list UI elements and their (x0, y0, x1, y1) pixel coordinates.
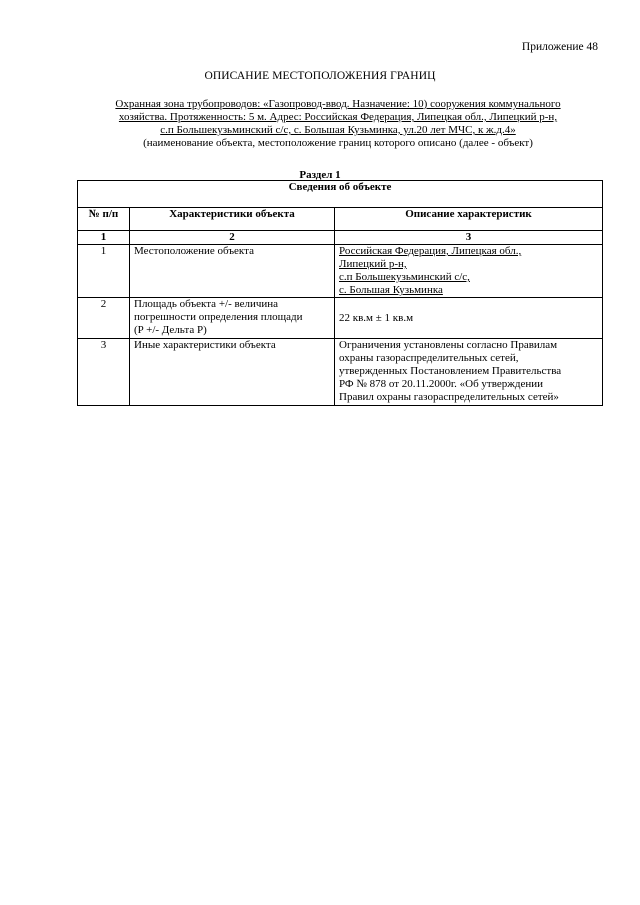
object-name-line-1: Охранная зона трубопроводов: «Газопровод-ввод. Назначение: 10) сооружения коммунального (115, 98, 561, 110)
row-number: 2 (78, 298, 130, 339)
document-title: ОПИСАНИЕ МЕСТОПОЛОЖЕНИЯ ГРАНИЦ (204, 70, 436, 82)
object-name-line-3: с.п Большекузьминский с/с, с. Большая Кузьминка, ул.20 лет МЧС, к ж.д.4» (160, 124, 516, 136)
column-header-number: № п/п (78, 208, 130, 231)
object-name-line-2: хозяйства. Протяженность: 5 м. Адрес: Российская Федерация, Липецкая обл., Липецкий р-н, (118, 111, 558, 123)
object-name-block (84, 98, 592, 150)
table-header-row (78, 208, 603, 231)
row-description (335, 245, 603, 298)
characteristic-line: Площадь объекта +/- величина (134, 298, 279, 310)
description-line: Российская Федерация, Липецкая обл., (339, 245, 522, 257)
description-line: Ограничения установлены согласно Правилам (339, 339, 558, 351)
row-characteristic: Иные характеристики объекта (130, 339, 335, 406)
row-description (335, 339, 603, 406)
table-row (78, 339, 603, 406)
column-number-1: 1 (78, 231, 130, 245)
characteristic-line: погрешности определения площади (134, 311, 303, 323)
description-line: Правил охраны газораспределительных сетей» (339, 391, 559, 403)
column-number-3: 3 (335, 231, 603, 245)
column-number-2: 2 (130, 231, 335, 245)
row-characteristic: Местоположение объекта (130, 245, 335, 298)
description-line: охраны газораспределительных сетей, (339, 352, 519, 364)
table-row (78, 298, 603, 339)
table-title-row (78, 181, 603, 208)
table-column-number-row (78, 231, 603, 245)
appendix-label: Приложение 48 (521, 41, 598, 53)
object-name-caption: (наименование объекта, местоположение границ которого описано (далее - объект) (143, 137, 533, 149)
object-info-table (77, 180, 603, 406)
description-line: утвержденных Постановлением Правительства (339, 365, 562, 377)
row-characteristic (130, 298, 335, 339)
description-line: с.п Большекузьминский с/с, (339, 271, 470, 283)
characteristic-line: (P +/- Дельта P) (134, 324, 207, 336)
description-line: с. Большая Кузьминка (339, 284, 443, 296)
section-label: Раздел 1 (299, 169, 341, 181)
description-line: РФ № 878 от 20.11.2000г. «Об утверждении (339, 378, 543, 390)
table-row (78, 245, 603, 298)
row-number: 1 (78, 245, 130, 298)
row-number: 3 (78, 339, 130, 406)
column-header-characteristic: Характеристики объекта (130, 208, 335, 231)
row-description: 22 кв.м ± 1 кв.м (335, 298, 603, 339)
description-line: Липецкий р-н, (339, 258, 407, 270)
table-title: Сведения об объекте (78, 181, 603, 208)
column-header-description: Описание характеристик (335, 208, 603, 231)
